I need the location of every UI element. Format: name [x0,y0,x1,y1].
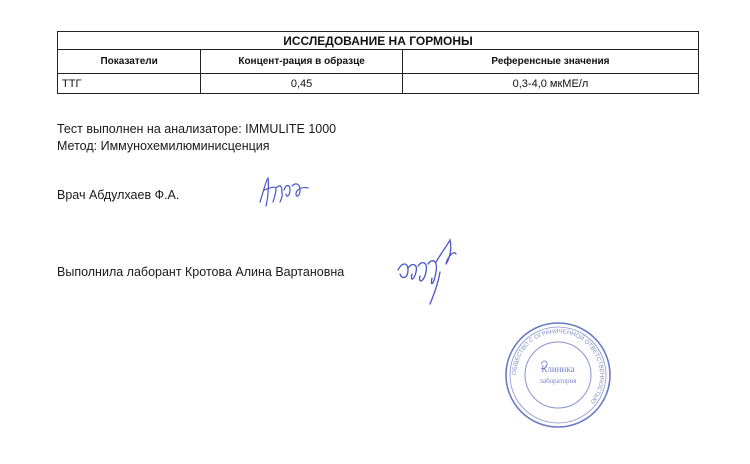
column-header-reference: Референсные значения [402,50,698,74]
lab-assistant-signature [392,232,466,310]
doctor-signature [256,172,312,212]
table-title: ИССЛЕДОВАНИЕ НА ГОРМОНЫ [58,32,699,50]
doctor-line: Врач Абдулхаев Ф.А. [57,188,180,202]
cell-indicator: ТТГ [58,74,201,94]
column-header-concentration: Концент-рация в образце [201,50,403,74]
table-header-row [58,50,699,74]
analyzer-note: Тест выполнен на анализаторе: IMMULITE 1000 [57,122,337,136]
lab-assistant-line: Выполнила лаборант Кротова Алина Вартановна [57,265,345,279]
stamp-ring-text: ОБЩЕСТВО С ОГРАНИЧЕННОЙ ОТВЕТСТВЕННОСТЬЮ [511,328,605,405]
column-header-indicator: Показатели [58,50,201,74]
hormone-report-table [57,31,699,94]
table-row [58,74,699,94]
clinic-stamp [503,320,613,430]
stamp-center-text-1: Клиника [541,364,575,374]
cell-concentration: 0,45 [201,74,403,94]
stamp-center-text-2: лаборатория [539,377,577,385]
cell-reference: 0,3-4,0 мкМЕ/л [402,74,698,94]
method-note: Метод: Иммунохемилюминисценция [57,139,270,153]
